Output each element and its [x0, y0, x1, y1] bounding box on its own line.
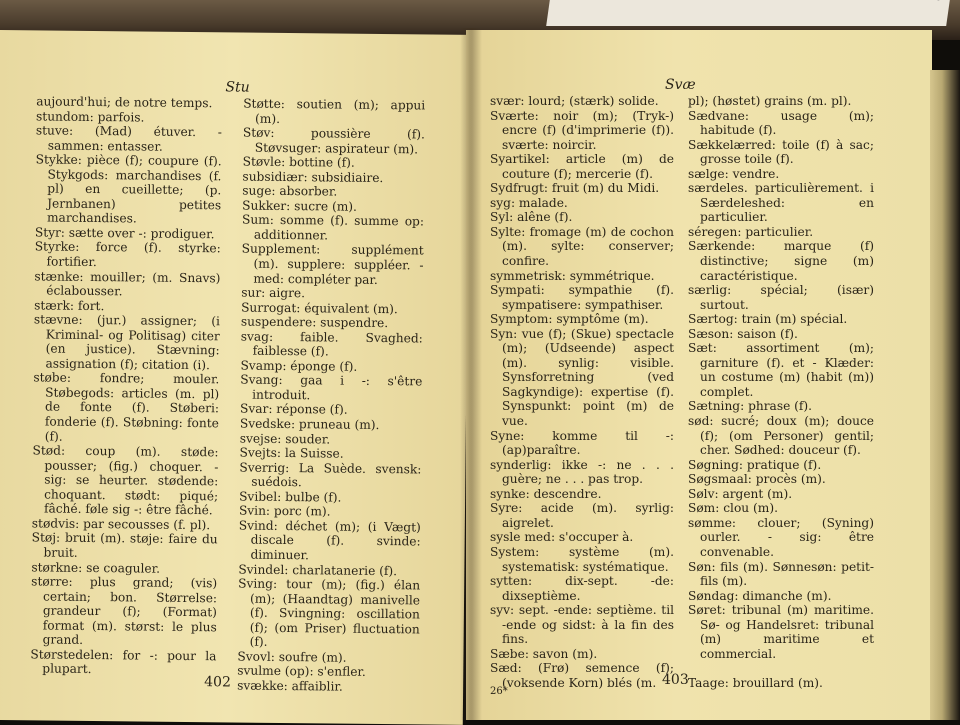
dictionary-entry: symmetrisk: symmétrique.	[490, 268, 655, 283]
dictionary-entry: sød: sucré; doux (m); douce (f); (om Personer) gentil; cher. Sødhed: douceur (f).	[688, 414, 874, 458]
dictionary-entry: Styr: sætte over -: prodiguer.	[34, 225, 215, 242]
dictionary-entry: Søn: fils (m). Sønnesøn: petit-fils (m).	[688, 559, 874, 589]
page-number-right: 403	[662, 672, 689, 688]
dictionary-entry: System: système (m). systematisk: systématique.	[490, 544, 674, 574]
dictionary-entry: Stykke: pièce (f); coupure (f). Stykgods: marchandises (f. pl) en cueillette; (p. Jernbanen) petites marchandises.	[35, 152, 222, 226]
dictionary-entry: stævne: (jur.) assigner; (i Kriminal- og Politisag) citer (en justice). Stævning: assignation (f); citation (i).	[33, 312, 221, 373]
dictionary-entry: pl); (høstet) grains (m. pl).	[688, 94, 852, 108]
running-head-right: Svæ	[665, 77, 696, 93]
dictionary-entry: Syre: acide (m). syrlig: aigrelet.	[490, 501, 674, 530]
running-head-left: Stu	[225, 79, 250, 96]
dictionary-entry: suge: absorber.	[242, 183, 338, 199]
dictionary-entry: Særkende: marque (f) distinctive; signe (m) caractéristique.	[688, 239, 874, 283]
dictionary-entry: Sympati: sympathie (f). sympatisere: sympathiser.	[490, 283, 674, 312]
dictionary-entry	[688, 661, 874, 676]
dictionary-entry: Søret: tribunal (m) maritime. Sø- og Handelsret: tribunal (m) maritime et commercial.	[688, 603, 874, 661]
dictionary-entry: Svindel: charlatanerie (f).	[238, 562, 398, 578]
dictionary-page-right	[466, 30, 932, 720]
dictionary-entry: størkne: se coaguler.	[31, 559, 161, 576]
dictionary-entry: Særtog: train (m) spécial.	[688, 312, 848, 327]
dictionary-entry: Stød: coup (m). støde: pousser; (fig.) choquer. - sig: se heurter. stødende: choquant. stødt: piqué; fâché. føle sig -: être fâché.	[32, 443, 219, 518]
dictionary-entry: sytten: dix-sept. -de: dixseptième.	[490, 574, 674, 603]
dictionary-entry: svejse: souder.	[239, 431, 331, 447]
dictionary-entry: Taage: brouillard (m).	[688, 675, 823, 690]
signature-mark: 26*	[490, 686, 508, 697]
dictionary-entry: Symptom: symptôme (m).	[490, 312, 649, 327]
dictionary-entry: særdeles. particulièrement. i Særdeleshed: en particulier.	[688, 181, 874, 225]
dictionary-entry: Sæbe: savon (m).	[490, 646, 598, 661]
dictionary-entry: sælge: vendre.	[688, 166, 780, 181]
left-column-b	[237, 97, 425, 695]
dictionary-entry: Svamp: éponge (f).	[240, 358, 358, 374]
dictionary-entry: Søndag: dimanche (m).	[688, 588, 832, 603]
paper-sheet-corner	[546, 0, 950, 26]
dictionary-entry: synke: descendre.	[490, 486, 602, 501]
dictionary-entry: Sæson: saison (f).	[688, 326, 798, 341]
dictionary-entry: Støv: poussière (f). Støvsuger: aspirateur (m).	[242, 125, 426, 157]
dictionary-entry: Svedske: pruneau (m).	[239, 416, 380, 433]
dictionary-entry: stænke: mouiller; (m. Snavs) éclabousser.	[34, 268, 221, 299]
dictionary-entry: Svovl: soufre (m).	[237, 649, 347, 665]
dictionary-entry: Sætning: phrase (f).	[688, 399, 813, 414]
dictionary-entry: Sukker: sucre (m).	[242, 198, 358, 214]
dictionary-entry: Surrogat: équivalent (m).	[241, 300, 398, 316]
dictionary-entry: suspendere: suspendre.	[240, 314, 389, 331]
book-page-edges	[930, 70, 960, 720]
dictionary-entry: séregen: particulier.	[688, 224, 814, 239]
right-column-b	[688, 94, 874, 690]
dictionary-entry: syv: sept. -ende: septième. til -ende og sidst: à la fin des fins.	[490, 603, 674, 647]
dictionary-entry: Syartikel: article (m) de couture (f); mercerie (f).	[490, 152, 674, 181]
left-column-a	[30, 94, 222, 678]
dictionary-entry: Syne: komme til -: (ap)paraître.	[490, 428, 674, 458]
dictionary-entry: Svin: porc (m).	[238, 503, 331, 519]
dictionary-entry: Svar: réponse (f).	[239, 402, 348, 418]
dictionary-entry: Syl: alêne (f).	[490, 210, 573, 225]
dictionary-entry: støbe: fondre; mouler. Støbegods: articles (m. pl) de fonte (f). Støberi: fonderie (f). Støbning: fonte (f).	[33, 370, 220, 444]
dictionary-entry: Sæt: assortiment (m); garniture (f). et - Klæder: un costume (m) (habit (m)) complet.	[688, 341, 874, 399]
paper-corner-label	[934, 0, 946, 2]
dictionary-entry: Sum: somme (f). summe op: additionner.	[241, 212, 425, 243]
dictionary-entry: Svibel: bulbe (f).	[239, 489, 342, 505]
dictionary-entry: svulme (op): s'enfler.	[237, 663, 366, 680]
dictionary-entry: Sverrig: La Suède. svensk: suédois.	[239, 460, 422, 490]
dictionary-entry: synderlig: ikke -: ne . . . guère; ne . . . pas trop.	[490, 457, 674, 487]
dictionary-entry: sur: aigre.	[241, 285, 306, 301]
dictionary-entry: Svang: gaa i -: s'être introduit.	[240, 372, 423, 403]
dictionary-entry: stødvis: par secousses (f. pl).	[31, 516, 211, 533]
dictionary-entry: aujourd'hui; de notre temps.	[36, 94, 213, 111]
dictionary-entry: Sydfrugt: fruit (m) du Midi.	[490, 181, 660, 196]
dictionary-entry: sømme: clouer; (Syning) ourler. - sig: être convenable.	[688, 515, 874, 559]
dictionary-entry: Supplement: supplément (m). supplere: suppléer. - med: compléter par.	[241, 242, 424, 287]
dictionary-entry: Sølv: argent (m).	[688, 486, 793, 501]
dictionary-entry: Sækkelærred: toile (f) à sac; grosse toile (f).	[688, 137, 874, 167]
dictionary-entry: Styrke: force (f). styrke: fortifier.	[34, 239, 221, 270]
dictionary-entry: Sædvane: usage (m); habitude (f).	[688, 108, 874, 138]
dictionary-entry: større: plus grand; (vis) certain; bon. Størrelse: grandeur (f); (Format) format (m). størst: le plus grand.	[31, 574, 218, 648]
dictionary-entry: stuve: (Mad) étuver. - sammen: entasser.	[35, 123, 223, 154]
dictionary-entry: Støvle: bottine (f).	[242, 154, 355, 170]
dictionary-entry: subsidiær: subsidiaire.	[242, 169, 384, 185]
dictionary-entry: særlig: spécial; (især) surtout.	[688, 283, 874, 312]
page-number-left: 402	[204, 674, 231, 691]
dictionary-entry: syg: malade.	[490, 195, 568, 210]
book-spine-gutter	[460, 28, 482, 720]
dictionary-page-left	[0, 30, 470, 725]
dictionary-entry: Sværte: noir (m); (Tryk-) encre (f) (d'imprimerie (f)). sværte: noircir.	[490, 108, 674, 152]
dictionary-entry: stundom: parfois.	[36, 108, 145, 125]
dictionary-entry: Søgsmaal: procès (m).	[688, 472, 826, 487]
dictionary-entry: svag: faible. Svaghed: faiblesse (f).	[240, 329, 423, 359]
dictionary-entry: svær: lourd; (stærk) solide.	[490, 94, 659, 108]
dictionary-entry: Syn: vue (f); (Skue) spectacle (m); (Udseende) aspect (m). synlig: visible. Synsforretning (ved Sagkyndige): expertise (f). Synspunkt: point (m) de vue.	[490, 326, 674, 429]
dictionary-entry: Sving: tour (m); (fig.) élan (m); (Haandtag) manivelle (f). Svingning: oscillation (f); (om Priser) fluctuation (f).	[238, 576, 421, 650]
dictionary-entry: Støj: bruit (m). støje: faire du bruit.	[31, 530, 218, 560]
dictionary-entry: Størstedelen: for -: pour la plupart.	[30, 647, 217, 677]
dictionary-entry: Svind: déchet (m); (i Vægt) discale (f). svinde: diminuer.	[238, 518, 421, 563]
dictionary-entry: Søgning: pratique (f).	[688, 457, 822, 472]
dictionary-entry: stærk: fort.	[34, 298, 105, 313]
dictionary-entry: sysle med: s'occuper à.	[490, 530, 634, 545]
dictionary-entry: Søm: clou (m).	[688, 501, 778, 516]
dictionary-entry: Svejts: la Suisse.	[239, 445, 344, 461]
dictionary-entry: svække: affaiblir.	[237, 678, 343, 694]
dictionary-entry: Sæd: (Frø) semence (f); (voksende Korn) blés (m.	[490, 661, 674, 690]
dictionary-entry: Støtte: soutien (m); appui (m).	[243, 96, 426, 126]
dictionary-entry: Sylte: fromage (m) de cochon (m). sylte: conserver; confire.	[490, 224, 674, 269]
right-column-a	[490, 94, 674, 690]
